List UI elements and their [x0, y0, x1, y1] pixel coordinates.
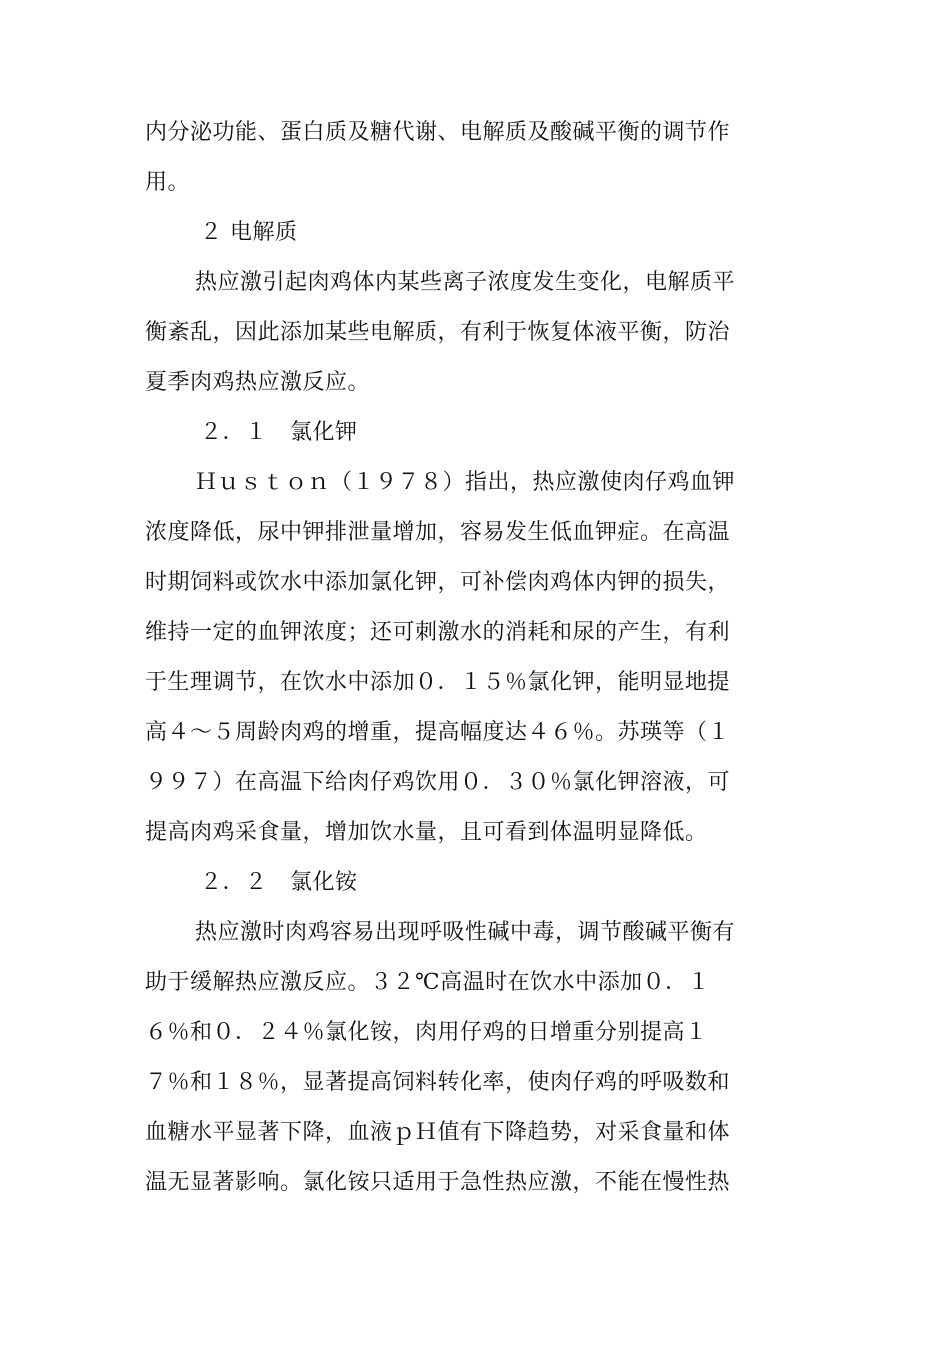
paragraph-line: 助于缓解热应激反应。３２℃高温时在饮水中添加０．１: [145, 970, 711, 995]
paragraph-line: 提高肉鸡采食量，增加饮水量，且可看到体温明显降低。: [145, 820, 708, 845]
paragraph-line: 用。: [145, 170, 191, 195]
paragraph-line: 维持一定的血钾浓度；还可刺激水的消耗和尿的产生，有利: [145, 620, 731, 645]
paragraph-line: 血糖水平显著下降，血液ｐＨ值有下降趋势，对采食量和体: [145, 1120, 731, 1145]
paragraph-line: 衡紊乱，因此添加某些电解质，有利于恢复体液平衡，防治: [145, 320, 731, 345]
paragraph-line: 于生理调节，在饮水中添加０．１５％氯化钾，能明显地提: [145, 670, 731, 695]
paragraph-line: 内分泌功能、蛋白质及糖代谢、电解质及酸碱平衡的调节作: [145, 120, 731, 145]
paragraph-line: ９９７）在高温下给肉仔鸡饮用０．３０％氯化钾溶液，可: [145, 770, 731, 795]
paragraph-line: Ｈｕｓｔｏｎ（１９７８）指出，热应激使肉仔鸡血钾: [195, 470, 736, 495]
paragraph-line: 时期饲料或饮水中添加氯化钾，可补偿肉鸡体内钾的损失，: [145, 570, 731, 595]
paragraph-line: 热应激时肉鸡容易出现呼吸性碱中毒，调节酸碱平衡有: [195, 920, 736, 945]
subsection-heading: ２．２ 氯化铵: [200, 870, 358, 895]
section-heading: ２ 电解质: [200, 220, 298, 245]
paragraph-line: 高４～５周龄肉鸡的增重，提高幅度达４６％。苏瑛等（１: [145, 720, 731, 745]
paragraph-line: ７％和１８％，显著提高饲料转化率，使肉仔鸡的呼吸数和: [145, 1070, 731, 1095]
paragraph-line: 夏季肉鸡热应激反应。: [145, 370, 371, 395]
paragraph-line: 温无显著影响。氯化铵只适用于急性热应激，不能在慢性热: [145, 1170, 731, 1195]
subsection-heading: ２．１ 氯化钾: [200, 420, 358, 445]
paragraph-line: 热应激引起肉鸡体内某些离子浓度发生变化，电解质平: [195, 270, 736, 295]
paragraph-line: ６％和０．２４％氯化铵，肉用仔鸡的日增重分别提高１: [145, 1020, 708, 1045]
paragraph-line: 浓度降低，尿中钾排泄量增加，容易发生低血钾症。在高温: [145, 520, 731, 545]
